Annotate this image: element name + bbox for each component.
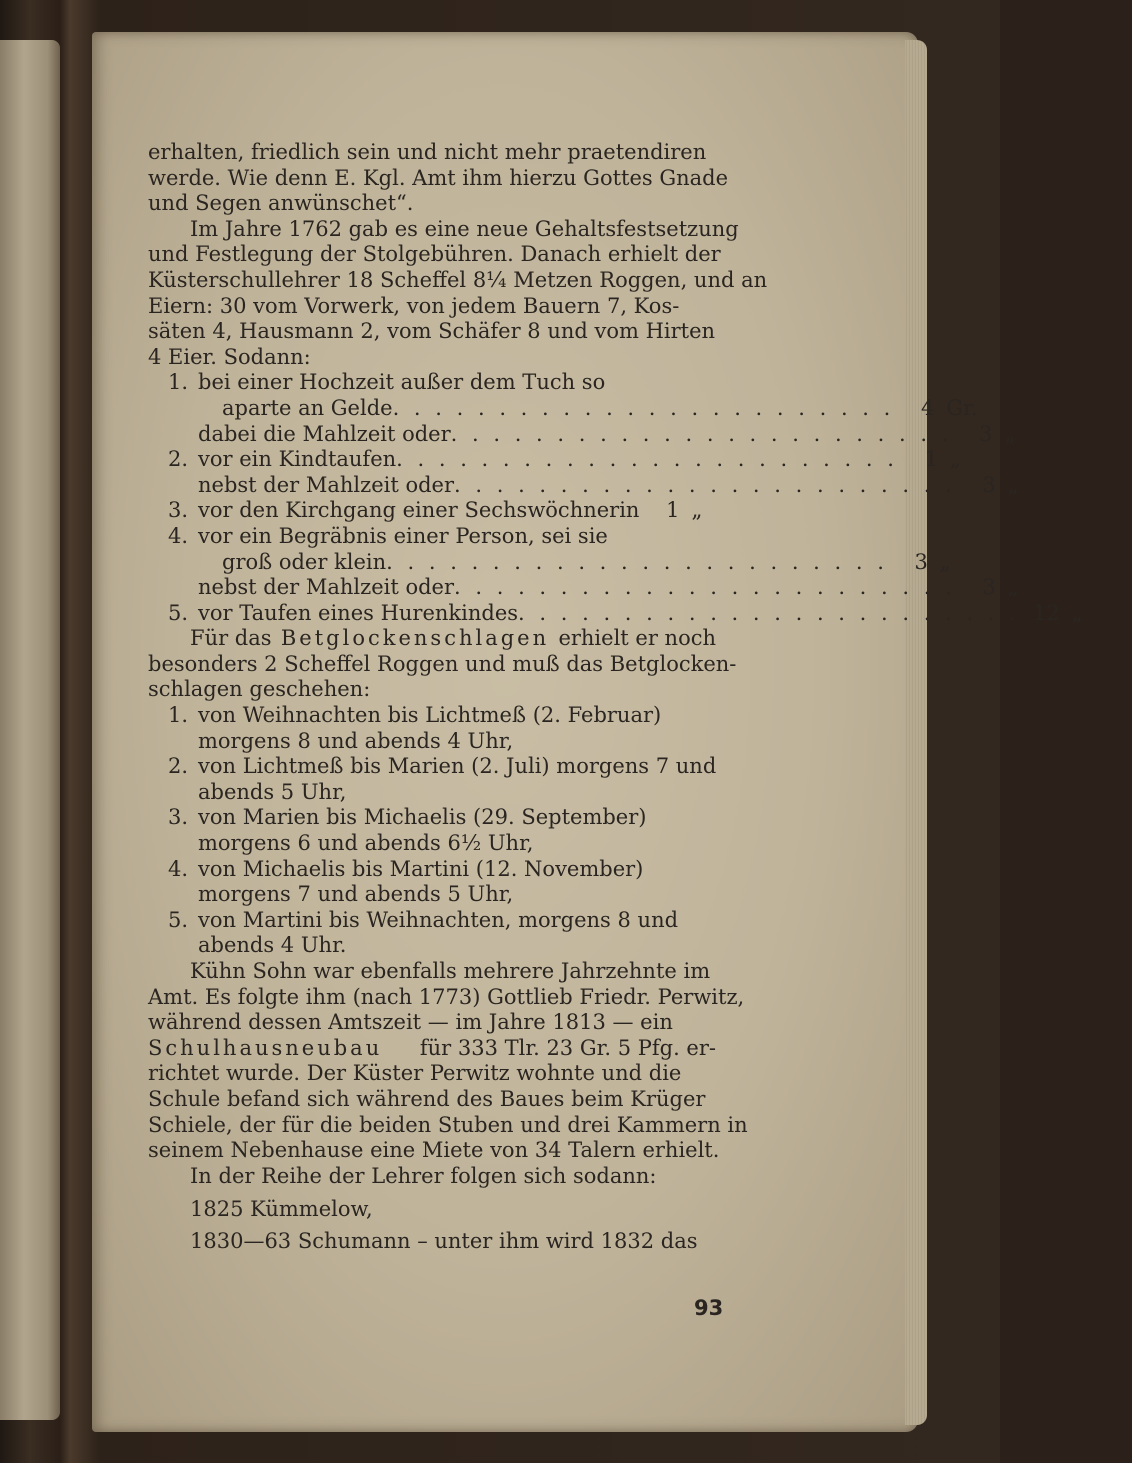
text-line bbox=[148, 1087, 716, 1113]
page-number: 93 bbox=[694, 1296, 724, 1320]
fee-item-number bbox=[148, 422, 198, 448]
fee-unit: „ bbox=[1004, 421, 1016, 446]
schedule-item-number: 3. bbox=[167, 805, 188, 830]
paragraph-3 bbox=[148, 626, 737, 703]
line-text: Für das bbox=[190, 626, 272, 651]
fee-amount: 1 bbox=[924, 447, 938, 472]
text-line bbox=[148, 959, 716, 985]
fee-text: dabei die Mahlzeit oder bbox=[198, 421, 451, 446]
schedule-text: von Martini bis Weihnachten, morgens 8 und bbox=[198, 907, 679, 932]
fee-amount bbox=[608, 524, 648, 550]
leader-dots: . . . . . . . . . . . . . . . . . . . . . . . . bbox=[450, 421, 953, 446]
fee-item-number: 4. bbox=[167, 523, 188, 548]
schedule-line bbox=[148, 908, 716, 934]
fee-text: bei einer Hochzeit außer dem Tuch so bbox=[198, 370, 606, 395]
line-text: schlagen geschehen: bbox=[148, 677, 371, 702]
text-line bbox=[148, 626, 716, 652]
fee-list bbox=[148, 370, 1083, 626]
schedule-text: morgens 7 und abends 5 Uhr, bbox=[198, 882, 514, 907]
schedule-text: abends 4 Uhr. bbox=[198, 933, 347, 958]
fee-line bbox=[148, 421, 1016, 448]
line-text: Schiele, der für die beiden Stuben und drei Kammern in bbox=[148, 1112, 748, 1137]
schedule-line bbox=[148, 831, 716, 857]
fee-unit: „ bbox=[1071, 600, 1083, 625]
fee-line bbox=[148, 549, 951, 576]
leader-dots: . . . . . . . . . . . . . . . . . . . . . . . . bbox=[454, 575, 956, 600]
fee-amount bbox=[605, 370, 645, 396]
text-line bbox=[148, 1061, 716, 1087]
text-line bbox=[148, 242, 721, 268]
fee-unit: „ bbox=[1007, 575, 1019, 600]
schedule-item-number bbox=[148, 729, 198, 755]
fee-line bbox=[148, 575, 1019, 601]
schedule-line bbox=[148, 805, 716, 831]
teacher-list bbox=[148, 1193, 716, 1257]
text-line bbox=[148, 677, 716, 703]
text-line bbox=[148, 984, 745, 1011]
fee-text: vor ein Begräbnis einer Person, sei sie bbox=[198, 523, 608, 548]
fee-amount: 4 bbox=[920, 395, 935, 420]
line-text: besonders 2 Scheffel Roggen und muß das Betglocken- bbox=[148, 651, 737, 676]
line-text: während dessen Amtszeit — im Jahre 1813 — ein bbox=[148, 1010, 673, 1035]
schedule-item-number: 4. bbox=[167, 856, 188, 881]
line-text: erhalten, friedlich sein und nicht mehr praetendiren bbox=[148, 140, 707, 164]
line-text: In der Reihe der Lehrer folgen sich sodann: bbox=[190, 1163, 657, 1188]
line-text: Kühn Sohn war ebenfalls mehrere Jahrzehnte im bbox=[190, 959, 711, 983]
fee-amount: 3 bbox=[914, 549, 928, 574]
spaced-emphasis: Betglockenschlagen bbox=[280, 626, 550, 651]
fee-text: nebst der Mahlzeit oder bbox=[198, 472, 455, 497]
line-text: seinem Nebenhause eine Miete von 34 Talern erhielt. bbox=[148, 1138, 720, 1163]
schedule-text: abends 5 Uhr, bbox=[198, 779, 347, 804]
text-line bbox=[148, 294, 716, 320]
schedule-line bbox=[148, 754, 716, 780]
line-text: werde. Wie denn E. Kgl. Amt ihm hierzu Gottes Gnade bbox=[148, 165, 729, 190]
paragraph-4 bbox=[148, 959, 748, 1164]
schedule-item-number bbox=[148, 882, 198, 908]
paragraph-2 bbox=[148, 216, 768, 371]
line-text: für 333 Tlr. 23 Gr. 5 Pfg. er- bbox=[419, 1035, 716, 1060]
schedule-item-number: 5. bbox=[167, 907, 188, 932]
schedule-line bbox=[148, 933, 716, 959]
line-text: Im Jahre 1762 gab es eine neue Gehaltsfestsetzung bbox=[190, 216, 739, 241]
fee-line bbox=[148, 472, 1019, 499]
text-line bbox=[148, 140, 716, 166]
paragraph-5 bbox=[148, 1164, 716, 1190]
fee-amount: 3 bbox=[982, 472, 996, 497]
schedule-text: von Marien bis Michaelis (29. September) bbox=[198, 805, 647, 830]
text-line bbox=[148, 267, 768, 294]
line-text: Amt. Es folgte ihm (nach 1773) Gottlieb Friedr. Perwitz, bbox=[148, 984, 745, 1009]
text-line bbox=[148, 165, 729, 192]
schedule-item-number: 2. bbox=[167, 754, 188, 779]
fee-item-number: 1. bbox=[167, 370, 188, 395]
fee-unit: Gr. bbox=[946, 395, 978, 420]
text-line bbox=[148, 1138, 720, 1164]
line-text: 1825 Kümmelow, bbox=[190, 1197, 373, 1222]
leader-dots: . . . . . . . . . . . . . . . . . . . . . . . . bbox=[392, 395, 895, 420]
leader-dots: . . . . . . . . . . . . . . . . . . . . . . . . bbox=[386, 549, 888, 574]
fee-unit: „ bbox=[691, 498, 703, 523]
schedule-text: von Michaelis bis Martini (12. November) bbox=[198, 856, 644, 881]
fee-unit bbox=[648, 524, 720, 550]
schedule-line bbox=[148, 729, 716, 755]
fee-item-number bbox=[148, 396, 198, 422]
fee-item-number: 5. bbox=[167, 600, 188, 625]
fee-line bbox=[148, 370, 716, 396]
line-text: säten 4, Hausmann 2, vom Schäfer 8 und vom Hirten bbox=[148, 319, 716, 344]
schedule-text: von Weihnachten bis Lichtmeß (2. Februar) bbox=[198, 703, 662, 728]
leader-dots: . . . . . . . . . . . . . . . . . . . . . . . . bbox=[518, 600, 1020, 625]
fee-unit: „ bbox=[949, 447, 961, 472]
fee-line bbox=[148, 395, 978, 422]
schedule-item-number bbox=[148, 831, 198, 857]
fee-item-number: 3. bbox=[167, 498, 188, 523]
left-page-edge bbox=[0, 40, 60, 1420]
bell-schedule-list bbox=[148, 703, 716, 959]
fee-item-number: 2. bbox=[167, 447, 188, 472]
fee-line bbox=[148, 498, 716, 524]
text-line bbox=[148, 1036, 716, 1062]
line-text: erhielt er noch bbox=[558, 626, 716, 651]
fee-text: vor Taufen eines Hurenkindes bbox=[198, 600, 519, 625]
schedule-text: von Lichtmeß bis Marien (2. Juli) morgens 7 und bbox=[198, 754, 717, 779]
schedule-text: morgens 6 und abends 6½ Uhr, bbox=[198, 831, 534, 856]
line-text: richtet wurde. Der Küster Perwitz wohnte und die bbox=[148, 1061, 682, 1086]
line-text: und Segen anwünschet“. bbox=[148, 191, 414, 216]
fee-text: aparte an Gelde bbox=[222, 395, 393, 420]
fee-amount: 3 bbox=[979, 421, 993, 446]
fee-text: vor ein Kindtaufen bbox=[198, 447, 397, 472]
teacher-entry bbox=[148, 1225, 716, 1257]
fee-amount: 1 bbox=[666, 498, 680, 523]
text-line bbox=[148, 1010, 716, 1036]
schedule-line bbox=[148, 857, 716, 883]
schedule-line bbox=[148, 703, 716, 729]
schedule-item-number bbox=[148, 933, 198, 959]
fee-line bbox=[148, 600, 1083, 627]
text-line bbox=[148, 191, 716, 217]
teacher-entry bbox=[148, 1193, 716, 1225]
fee-text: vor den Kirchgang einer Sechswöchnerin bbox=[198, 498, 640, 523]
schedule-item-number bbox=[148, 780, 198, 806]
fee-line bbox=[148, 524, 716, 550]
text-line bbox=[148, 319, 716, 345]
schedule-line bbox=[148, 780, 716, 806]
text-line bbox=[148, 216, 739, 243]
line-text: Schule befand sich während des Baues beim Krüger bbox=[148, 1086, 706, 1111]
page-text bbox=[148, 140, 1083, 1257]
line-text: Eiern: 30 vom Vorwerk, von jedem Bauern 7, Kos- bbox=[148, 293, 680, 318]
fee-unit: „ bbox=[1007, 472, 1019, 497]
line-text: 4 Eier. Sodann: bbox=[148, 344, 311, 369]
line-text: 1830—63 Schumann – unter ihm wird 1832 das bbox=[190, 1229, 698, 1254]
page-stack-edge bbox=[905, 40, 927, 1425]
schedule-item-number: 1. bbox=[167, 703, 188, 728]
fee-text: nebst der Mahlzeit oder bbox=[198, 575, 455, 600]
fee-text: groß oder klein bbox=[222, 549, 387, 574]
fee-item-number bbox=[148, 473, 198, 499]
spaced-emphasis: Schulhausneubau bbox=[148, 1035, 383, 1060]
text-line bbox=[148, 1112, 748, 1139]
schedule-line bbox=[148, 882, 716, 908]
fee-item-number bbox=[148, 575, 198, 601]
text-line bbox=[148, 651, 737, 678]
fee-amount: 12 bbox=[1033, 600, 1060, 625]
fee-unit bbox=[645, 370, 717, 396]
leader-dots: . . . . . . . . . . . . . . . . . . . . . . . . bbox=[396, 447, 898, 472]
paragraph-1 bbox=[148, 140, 729, 217]
fee-line bbox=[148, 447, 961, 473]
fee-amount: 3 bbox=[982, 575, 996, 600]
text-line bbox=[148, 345, 716, 371]
fee-unit: „ bbox=[939, 549, 951, 574]
leader-dots: . . . . . . . . . . . . . . . . . . . . . . . . bbox=[454, 472, 956, 497]
fee-item-number bbox=[148, 550, 198, 576]
schedule-text: morgens 8 und abends 4 Uhr, bbox=[198, 728, 514, 753]
line-text: und Festlegung der Stolgebühren. Danach erhielt der bbox=[148, 242, 721, 267]
line-text: Küsterschullehrer 18 Scheffel 8¼ Metzen Roggen, und an bbox=[148, 267, 768, 292]
